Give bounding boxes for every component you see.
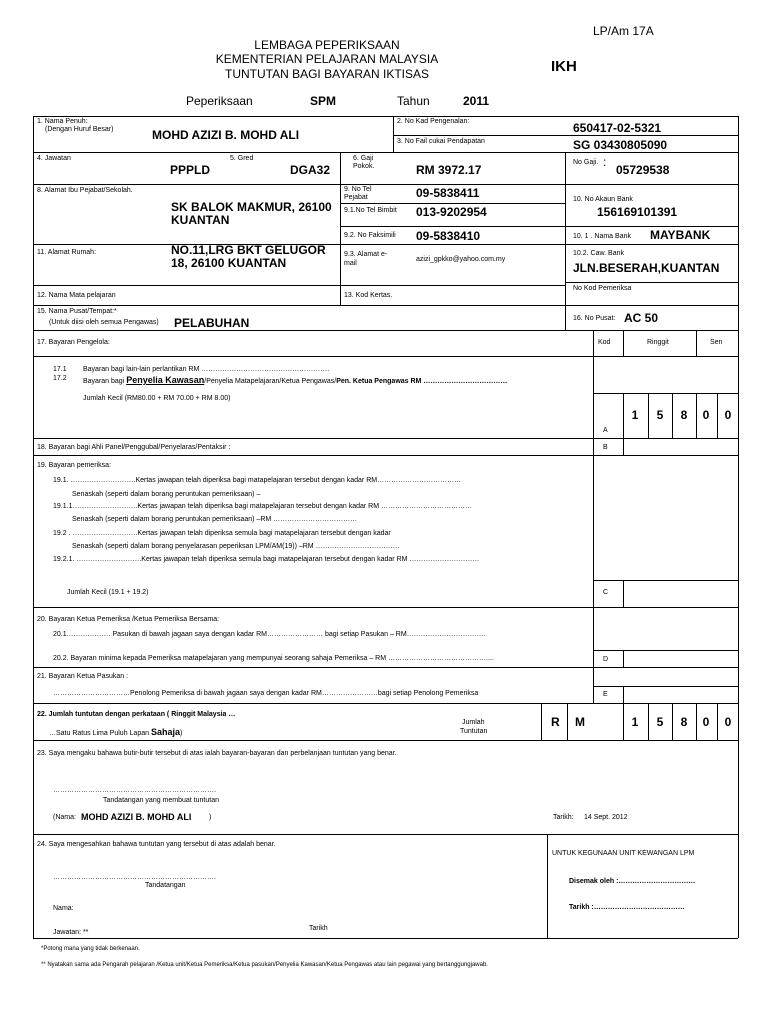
digit-17-1: 1	[631, 408, 639, 422]
row-line-2-3	[393, 135, 738, 136]
row-line-18	[33, 438, 738, 439]
digit-17-3: 8	[680, 408, 688, 422]
row-line-22	[33, 703, 738, 704]
field-15-sublabel: (Untuk diisi oleh semua Pengawas)	[49, 319, 159, 326]
peperiksaan-label: Peperiksaan	[186, 94, 253, 108]
item-20-2-text: 20.2. Bayaran minima kepada Pemeriksa matapelajaran yang mempunyai seorang sahaja Pemeriksa – RM ……………………………………....	[53, 655, 494, 662]
jumlah-perkataan-close: )	[180, 730, 183, 737]
tarikh-label-24: Tarikh	[309, 925, 328, 932]
kod-column-header: Kod	[598, 339, 611, 346]
col-line-22-m	[567, 703, 568, 740]
col-line-kewangan	[547, 834, 548, 938]
section-22-label: 22. Jumlah tuntutan dengan perkataan ( Ringgit Malaysia …	[37, 711, 236, 718]
row-line-d-top	[593, 650, 738, 651]
field-3-label: 3. No Fail cukai Pendapatan	[397, 138, 485, 145]
nama-value-23: MOHD AZIZI B. MOHD ALI	[81, 812, 192, 822]
item-17-2-penyelia-kawasan: Penyelia Kawasan	[126, 375, 205, 385]
section-19-jumlah-kecil: Jumlah Kecil (19.1 + 19.2)	[67, 589, 149, 596]
col-line-kod	[593, 330, 594, 703]
faksimili-value: 09-5838410	[416, 229, 481, 243]
row-line-15	[33, 305, 738, 306]
row-line-11	[33, 244, 738, 245]
row-line-12	[33, 285, 565, 286]
tahun-value: 2011	[463, 94, 490, 108]
col-line-2	[393, 116, 394, 152]
row-line-top	[33, 116, 738, 117]
signature-line-24: …………………………………………………………….	[53, 874, 216, 881]
tel-pejabat-value: 09-5838411	[416, 186, 480, 200]
item-17-1-text: Bayaran bagi lain-lain perlantikan RM ……………………………………………….	[83, 366, 330, 373]
email-value: azizi_gpkko@yahoo.com.my	[416, 256, 506, 263]
fail-cukai-value: SG 03430805090	[573, 138, 668, 152]
header-line-3: TUNTUTAN BAGI BAYARAN IKTISAS	[224, 67, 430, 81]
jumlah-tuntutan-label-2: Tuntutan	[460, 728, 488, 735]
digit-22-2: 5	[656, 715, 664, 729]
nama-close-23: )	[209, 814, 212, 821]
disemak-oleh: Disemak oleh :……………………………	[569, 878, 696, 885]
field-11-label: 11. Alamat Rumah:	[37, 249, 97, 256]
item-19-2-1-text: 19.2.1. ……………………….Kertas jawapan telah diperiksa semula bagi matapelajaran tersebut dengan kadar RM …………………………	[53, 556, 480, 563]
item-19-2-senaskah: Senaskah (seperti dalam borang penyelarasan peperiksan LPM/AM(19)) –RM ………………………………	[72, 543, 400, 550]
section-18-label: 18. Bayaran bagi Ahli Panel/Penggubal/Penyelaras/Pentaksir :	[37, 444, 231, 451]
gaji-pokok-value: RM 3972.17	[416, 163, 482, 177]
field-9-3-label-2: mail	[344, 260, 357, 267]
code-b: B	[603, 444, 608, 451]
row-line-e-top	[593, 686, 738, 687]
form-reference: LP/Am 17A	[593, 24, 654, 38]
field-12-label: 12. Nama Mata pelajaran	[37, 292, 116, 299]
tahun-label: Tahun	[397, 94, 430, 108]
field-9-1-label: 9.1.No Tel Bimbit	[344, 207, 397, 214]
col-line-c-left	[593, 580, 594, 607]
footnote-1: *Potong mana yang tidak berkenaan.	[41, 946, 140, 952]
rm-r: R	[551, 715, 560, 729]
field-6-label-1: 6. Gaji	[353, 155, 374, 162]
section-24-label: 24. Saya mengesahkan bahawa tuntutan yang tersebut di atas adalah benar.	[37, 841, 276, 848]
nama-bank-value: MAYBANK	[650, 228, 711, 242]
table-bottom-border	[33, 938, 738, 939]
item-19-1-1-text: 19.1.1……………………….Kertas jawapan telah diperiksa bagi matapelajaran tersebut dengan kadar RM …………………………………	[53, 503, 472, 510]
row-line-10-1	[565, 226, 738, 227]
nama-pusat-value: PELABUHAN	[174, 316, 250, 330]
field-9-3-label-1: 9.3. Alamat e-	[344, 251, 388, 258]
field-6-label-2: Pokok.	[353, 163, 375, 170]
gred-value: DGA32	[290, 163, 331, 177]
field-5-label: 5. Gred	[230, 155, 254, 162]
tandatangan-pengesah: Tandatangan	[145, 882, 186, 889]
item-17-1-number: 17.1	[53, 366, 67, 373]
no-gaji-label: No Gaji.	[573, 159, 599, 166]
no-gaji-value: 05729538	[616, 163, 670, 177]
header-line-2: KEMENTERIAN PELAJARAN MALAYSIA	[215, 52, 439, 66]
item-19-1-senaskah: Senaskah (seperti dalam borang peruntukan pemeriksaan) –	[72, 491, 261, 498]
item-21-1-text: ……………………………Penolong Pemeriksa di bawah jagaan saya dengan kadar RM……………………bagi setiap Penolong Pemeriksa	[53, 690, 479, 697]
row-line-c-top	[593, 580, 738, 581]
field-15-label: 15. Nama Pusat/Tempat:*	[37, 308, 117, 315]
row-line-9-1	[340, 203, 565, 204]
alamat-pejabat-line-1: SK BALOK MAKMUR, 26100	[171, 200, 332, 214]
tel-bimbit-value: 013-9202954	[416, 205, 487, 219]
nama-penuh-value: MOHD AZIZI B. MOHD ALI	[152, 128, 300, 142]
tarikh-kewangan: Tarikh :…………………………………	[569, 904, 685, 911]
field-10-label: 10. No Akaun Bank	[573, 196, 633, 203]
akaun-bank-value: 156169101391	[597, 205, 678, 219]
col-line-9	[340, 184, 341, 305]
digit-17-2: 5	[656, 408, 664, 422]
item-20-1-text: 20.1.……………… Pasukan di bawah jagaan saya dengan kadar RM…………………… bagi setiap Pasukan – RM…………………………….	[53, 631, 486, 638]
field-1-label: 1. Nama Penuh:	[37, 118, 88, 125]
no-gaji-colon: :	[603, 155, 607, 169]
row-line-23	[33, 740, 738, 741]
field-10-1-label: 10. 1 . Nama Bank	[573, 233, 631, 240]
field-10-2-label: 10.2. Caw. Bank	[573, 250, 624, 257]
peperiksaan-value: SPM	[310, 94, 337, 108]
unit-kewangan-label: UNTUK KEGUNAAN UNIT KEWANGAN LPM	[552, 850, 695, 857]
jumlah-tuntutan-label-1: Jumlah	[462, 719, 485, 726]
row-line-9-2	[340, 226, 565, 227]
field-16-label: 16. No Pusat:	[573, 315, 616, 322]
section-21-label: 21. Bayaran Ketua Pasukan :	[37, 673, 129, 680]
tarikh-label-23: Tarikh:	[553, 814, 574, 821]
row-line-19	[33, 455, 738, 456]
tandatangan-pembuat-tuntutan: Tandatangan yang membuat tuntutan	[103, 797, 219, 804]
field-9-2-label: 9.2. No Faksimili	[344, 232, 396, 239]
digit-17-5: 0	[724, 408, 732, 422]
col-line-6	[340, 152, 341, 184]
item-17-2-number: 17.2	[53, 375, 67, 382]
section-17-jumlah-kecil: Jumlah Kecil (RM80.00 + RM 70.00 + RM 8.00)	[83, 395, 231, 402]
digit-22-3: 8	[680, 715, 688, 729]
sen-column-header: Sen	[710, 339, 723, 346]
alamat-rumah-line-2: 18, 26100 KUANTAN	[171, 256, 287, 270]
col-line-sen-start	[696, 330, 697, 356]
signature-line-23: …………………………………………………………….	[53, 787, 216, 794]
nama-label-23: (Nama:	[53, 814, 76, 821]
tarikh-value-23: 14 Sept. 2012	[584, 814, 628, 821]
item-17-2-text-d: Pen. Ketua Pengawas RM ………………………………	[336, 378, 508, 385]
digit-22-5: 0	[724, 715, 732, 729]
alamat-rumah-line-1: NO.11,LRG BKT GELUGOR	[171, 243, 326, 257]
code-c: C	[603, 589, 609, 596]
item-17-2-text-a: Bayaran bagi	[83, 378, 125, 385]
item-17-2-text-c: /Penyelia Matapelajaran/Ketua Pengawas/	[204, 378, 337, 385]
section-17-label: 17. Bayaran Pengelola:	[37, 339, 110, 346]
row-line-21	[33, 667, 738, 668]
col-line-10	[565, 152, 566, 330]
code-e: E	[603, 691, 608, 698]
col-line-d	[623, 650, 624, 667]
section-19-label: 19. Bayaran pemeriksa:	[37, 462, 111, 469]
no-pusat-value: AC 50	[624, 311, 659, 325]
section-20-label: 20. Bayaran Ketua Pemeriksa /Ketua Pemeriksa Bersama:	[37, 616, 220, 623]
col-line-c	[623, 580, 624, 607]
header-line-1: LEMBAGA PEPERIKSAAN	[254, 38, 400, 52]
kad-pengenalan-value: 650417-02-5321	[573, 121, 662, 135]
row-line-8	[33, 184, 738, 185]
field-9-label-2: Pejabat	[344, 194, 368, 201]
row-line-17	[33, 330, 738, 331]
field-13-label: 13. Kod Kertas.	[344, 292, 393, 299]
alamat-pejabat-line-2: KUANTAN	[171, 213, 230, 227]
item-19-1-1-senaskah: Senaskah (seperti dalam borang peruntukan pemeriksaan) –RM ………………………………	[72, 516, 358, 523]
digit-22-4: 0	[702, 715, 710, 729]
field-8-label: 8. Alamat Ibu Pejabat/Sekolah.	[37, 187, 133, 194]
row-line-kod-pemeriksa	[565, 282, 738, 283]
row-line-24	[33, 834, 738, 835]
jumlah-perkataan	[49, 727, 182, 737]
field-9-label-1: 9. No Tel	[344, 186, 372, 193]
digit-22-1: 1	[631, 715, 639, 729]
item-19-1-text: 19.1. ……………………….Kertas jawapan telah diperiksa bagi matapelajaran tersebut dengan kadar RM………………………………	[53, 477, 462, 484]
section-23-label: 23. Saya mengaku bahawa butir-butir tersebut di atas ialah bayaran-bayaran dan perbelanjaan tuntutan yang benar.	[37, 750, 397, 757]
cawangan-bank-value: JLN.BESERAH,KUANTAN	[573, 261, 720, 275]
jumlah-perkataan-text: …Satu Ratus Lima Puluh Lapan	[49, 730, 150, 737]
nama-label-24: Nama:	[53, 905, 74, 912]
footnote-2: ** Nyatakan sama ada Pengarah pelajaran /Ketua unit/Ketua Pemeriksa/Ketua pasukan/Penyelia Kawasan/Ketua Pengawas atau lain pegawai yang bertanggungjawab.	[41, 962, 488, 968]
ringgit-column-header: Ringgit	[647, 339, 669, 346]
code-d: D	[603, 656, 609, 663]
table-right-border	[738, 116, 739, 938]
row-line-20	[33, 607, 738, 608]
ikh-label: IKH	[551, 58, 577, 75]
code-a: A	[603, 427, 608, 434]
jawatan-label-24: Jawatan: **	[53, 929, 89, 936]
col-line-e	[623, 686, 624, 703]
row-line-4	[33, 152, 738, 153]
item-17-2-text	[83, 375, 507, 385]
field-1-sublabel: (Dengan Huruf Besar)	[45, 126, 114, 133]
item-19-2-text: 19.2 . ……………………….Kertas jawapan telah diperiksa semula bagi matapelajaran tersebut dengan kadar	[53, 530, 391, 537]
jawatan-value: PPPLD	[170, 163, 211, 177]
row-line-17-1	[33, 356, 738, 357]
rm-m: M	[575, 715, 585, 729]
field-4-label: 4. Jawatan	[37, 155, 71, 162]
table-left-border	[33, 116, 34, 938]
col-line-ringgit-start	[623, 330, 624, 356]
col-line-b	[623, 438, 624, 455]
kod-pemeriksa-label: No Kod Pemeriksa	[573, 285, 632, 292]
jumlah-perkataan-sahaja: Sahaja	[150, 727, 180, 737]
digit-17-4: 0	[702, 408, 710, 422]
field-2-label: 2. No Kad Pengenalan:	[397, 118, 470, 125]
col-line-22-r	[541, 703, 542, 740]
